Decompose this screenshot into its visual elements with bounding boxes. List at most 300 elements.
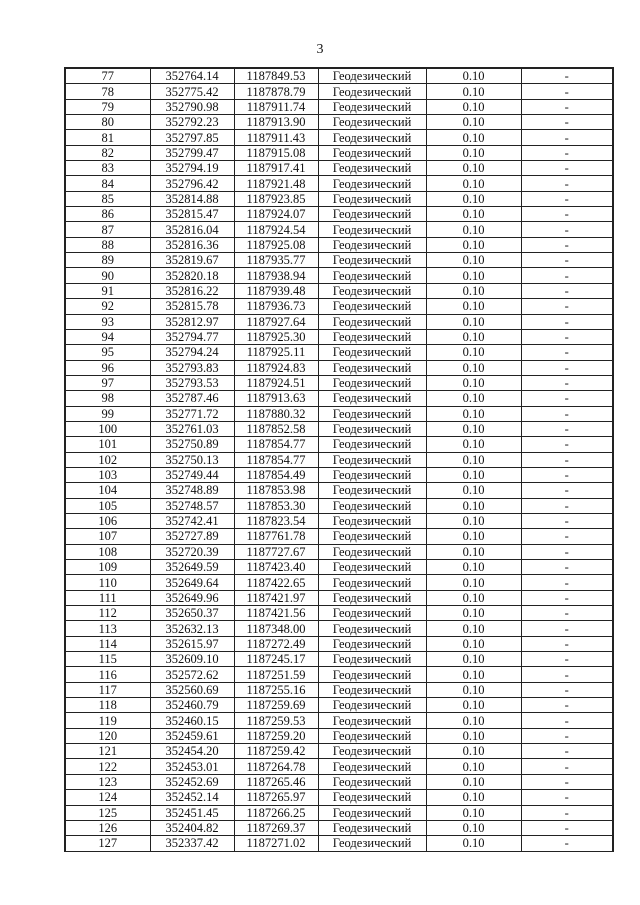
accuracy-cell: 0.10 [426, 145, 521, 160]
x-coordinate-cell: 352460.15 [150, 713, 234, 728]
x-coordinate-cell: 352451.45 [150, 805, 234, 820]
table-row [65, 391, 613, 406]
table-row [65, 728, 613, 743]
x-coordinate-cell: 352775.42 [150, 84, 234, 99]
x-coordinate-cell: 352799.47 [150, 145, 234, 160]
accuracy-cell: 0.10 [426, 253, 521, 268]
method-cell: Геодезический [318, 621, 426, 636]
point-number-cell: 97 [65, 375, 150, 390]
y-coordinate-cell: 1187259.20 [234, 728, 318, 743]
point-number-cell: 108 [65, 544, 150, 559]
description-cell: - [521, 68, 613, 84]
accuracy-cell: 0.10 [426, 698, 521, 713]
table-row [65, 176, 613, 191]
description-cell: - [521, 467, 613, 482]
method-cell: Геодезический [318, 207, 426, 222]
y-coordinate-cell: 1187849.53 [234, 68, 318, 84]
accuracy-cell: 0.10 [426, 268, 521, 283]
accuracy-cell: 0.10 [426, 68, 521, 84]
y-coordinate-cell: 1187852.58 [234, 421, 318, 436]
method-cell: Геодезический [318, 728, 426, 743]
description-cell: - [521, 191, 613, 206]
method-cell: Геодезический [318, 222, 426, 237]
table-row [65, 452, 613, 467]
y-coordinate-cell: 1187266.25 [234, 805, 318, 820]
table-row [65, 68, 613, 84]
description-cell: - [521, 805, 613, 820]
table-row [65, 667, 613, 682]
table-row [65, 268, 613, 283]
x-coordinate-cell: 352816.04 [150, 222, 234, 237]
point-number-cell: 81 [65, 130, 150, 145]
description-cell: - [521, 452, 613, 467]
y-coordinate-cell: 1187271.02 [234, 836, 318, 851]
description-cell: - [521, 667, 613, 682]
method-cell: Геодезический [318, 805, 426, 820]
accuracy-cell: 0.10 [426, 283, 521, 298]
method-cell: Геодезический [318, 667, 426, 682]
description-cell: - [521, 99, 613, 114]
accuracy-cell: 0.10 [426, 191, 521, 206]
accuracy-cell: 0.10 [426, 161, 521, 176]
method-cell: Геодезический [318, 391, 426, 406]
table-row [65, 590, 613, 605]
point-number-cell: 85 [65, 191, 150, 206]
x-coordinate-cell: 352750.13 [150, 452, 234, 467]
point-number-cell: 119 [65, 713, 150, 728]
table-row [65, 560, 613, 575]
coordinates-table-body [65, 68, 613, 851]
y-coordinate-cell: 1187269.37 [234, 820, 318, 835]
table-row [65, 790, 613, 805]
x-coordinate-cell: 352750.89 [150, 437, 234, 452]
description-cell: - [521, 207, 613, 222]
method-cell: Геодезический [318, 437, 426, 452]
y-coordinate-cell: 1187925.08 [234, 237, 318, 252]
description-cell: - [521, 115, 613, 130]
x-coordinate-cell: 352454.20 [150, 744, 234, 759]
table-row [65, 820, 613, 835]
x-coordinate-cell: 352814.88 [150, 191, 234, 206]
point-number-cell: 109 [65, 560, 150, 575]
point-number-cell: 122 [65, 759, 150, 774]
accuracy-cell: 0.10 [426, 391, 521, 406]
method-cell: Геодезический [318, 606, 426, 621]
y-coordinate-cell: 1187915.08 [234, 145, 318, 160]
accuracy-cell: 0.10 [426, 590, 521, 605]
description-cell: - [521, 498, 613, 513]
y-coordinate-cell: 1187925.30 [234, 329, 318, 344]
x-coordinate-cell: 352572.62 [150, 667, 234, 682]
accuracy-cell: 0.10 [426, 314, 521, 329]
accuracy-cell: 0.10 [426, 375, 521, 390]
y-coordinate-cell: 1187878.79 [234, 84, 318, 99]
method-cell: Геодезический [318, 698, 426, 713]
table-row [65, 636, 613, 651]
y-coordinate-cell: 1187422.65 [234, 575, 318, 590]
table-row [65, 191, 613, 206]
y-coordinate-cell: 1187853.30 [234, 498, 318, 513]
accuracy-cell: 0.10 [426, 790, 521, 805]
y-coordinate-cell: 1187421.56 [234, 606, 318, 621]
method-cell: Геодезический [318, 99, 426, 114]
y-coordinate-cell: 1187259.69 [234, 698, 318, 713]
x-coordinate-cell: 352787.46 [150, 391, 234, 406]
accuracy-cell: 0.10 [426, 820, 521, 835]
accuracy-cell: 0.10 [426, 636, 521, 651]
method-cell: Геодезический [318, 283, 426, 298]
point-number-cell: 104 [65, 483, 150, 498]
method-cell: Геодезический [318, 329, 426, 344]
table-row [65, 222, 613, 237]
description-cell: - [521, 391, 613, 406]
description-cell: - [521, 222, 613, 237]
method-cell: Геодезический [318, 529, 426, 544]
table-row [65, 498, 613, 513]
description-cell: - [521, 836, 613, 851]
y-coordinate-cell: 1187423.40 [234, 560, 318, 575]
accuracy-cell: 0.10 [426, 575, 521, 590]
method-cell: Геодезический [318, 560, 426, 575]
x-coordinate-cell: 352748.57 [150, 498, 234, 513]
table-row [65, 483, 613, 498]
description-cell: - [521, 682, 613, 697]
y-coordinate-cell: 1187265.46 [234, 774, 318, 789]
y-coordinate-cell: 1187911.43 [234, 130, 318, 145]
table-row [65, 99, 613, 114]
x-coordinate-cell: 352790.98 [150, 99, 234, 114]
description-cell: - [521, 790, 613, 805]
method-cell: Геодезический [318, 176, 426, 191]
x-coordinate-cell: 352812.97 [150, 314, 234, 329]
point-number-cell: 105 [65, 498, 150, 513]
y-coordinate-cell: 1187913.90 [234, 115, 318, 130]
point-number-cell: 93 [65, 314, 150, 329]
point-number-cell: 99 [65, 406, 150, 421]
point-number-cell: 112 [65, 606, 150, 621]
x-coordinate-cell: 352816.22 [150, 283, 234, 298]
accuracy-cell: 0.10 [426, 682, 521, 697]
table-row [65, 421, 613, 436]
x-coordinate-cell: 352792.23 [150, 115, 234, 130]
table-row [65, 836, 613, 851]
accuracy-cell: 0.10 [426, 237, 521, 252]
method-cell: Геодезический [318, 544, 426, 559]
method-cell: Геодезический [318, 652, 426, 667]
accuracy-cell: 0.10 [426, 498, 521, 513]
description-cell: - [521, 560, 613, 575]
description-cell: - [521, 345, 613, 360]
y-coordinate-cell: 1187927.64 [234, 314, 318, 329]
method-cell: Геодезический [318, 820, 426, 835]
table-row [65, 145, 613, 160]
description-cell: - [521, 314, 613, 329]
point-number-cell: 120 [65, 728, 150, 743]
accuracy-cell: 0.10 [426, 774, 521, 789]
accuracy-cell: 0.10 [426, 652, 521, 667]
accuracy-cell: 0.10 [426, 836, 521, 851]
accuracy-cell: 0.10 [426, 130, 521, 145]
point-number-cell: 79 [65, 99, 150, 114]
method-cell: Геодезический [318, 161, 426, 176]
description-cell: - [521, 544, 613, 559]
accuracy-cell: 0.10 [426, 560, 521, 575]
x-coordinate-cell: 352797.85 [150, 130, 234, 145]
method-cell: Геодезический [318, 130, 426, 145]
accuracy-cell: 0.10 [426, 84, 521, 99]
method-cell: Геодезический [318, 590, 426, 605]
description-cell: - [521, 161, 613, 176]
y-coordinate-cell: 1187880.32 [234, 406, 318, 421]
y-coordinate-cell: 1187924.83 [234, 360, 318, 375]
table-row [65, 698, 613, 713]
point-number-cell: 127 [65, 836, 150, 851]
table-row [65, 713, 613, 728]
description-cell: - [521, 329, 613, 344]
point-number-cell: 116 [65, 667, 150, 682]
method-cell: Геодезический [318, 191, 426, 206]
x-coordinate-cell: 352794.24 [150, 345, 234, 360]
description-cell: - [521, 774, 613, 789]
table-row [65, 207, 613, 222]
description-cell: - [521, 283, 613, 298]
y-coordinate-cell: 1187823.54 [234, 513, 318, 528]
x-coordinate-cell: 352761.03 [150, 421, 234, 436]
table-row [65, 253, 613, 268]
method-cell: Геодезический [318, 744, 426, 759]
method-cell: Геодезический [318, 682, 426, 697]
table-row [65, 84, 613, 99]
description-cell: - [521, 421, 613, 436]
table-row [65, 329, 613, 344]
point-number-cell: 100 [65, 421, 150, 436]
table-row [65, 375, 613, 390]
x-coordinate-cell: 352650.37 [150, 606, 234, 621]
accuracy-cell: 0.10 [426, 621, 521, 636]
x-coordinate-cell: 352727.89 [150, 529, 234, 544]
x-coordinate-cell: 352742.41 [150, 513, 234, 528]
accuracy-cell: 0.10 [426, 483, 521, 498]
accuracy-cell: 0.10 [426, 759, 521, 774]
x-coordinate-cell: 352816.36 [150, 237, 234, 252]
accuracy-cell: 0.10 [426, 452, 521, 467]
x-coordinate-cell: 352793.53 [150, 375, 234, 390]
table-row [65, 682, 613, 697]
y-coordinate-cell: 1187924.07 [234, 207, 318, 222]
point-number-cell: 106 [65, 513, 150, 528]
method-cell: Геодезический [318, 253, 426, 268]
x-coordinate-cell: 352615.97 [150, 636, 234, 651]
description-cell: - [521, 513, 613, 528]
point-number-cell: 89 [65, 253, 150, 268]
x-coordinate-cell: 352748.89 [150, 483, 234, 498]
accuracy-cell: 0.10 [426, 544, 521, 559]
x-coordinate-cell: 352452.14 [150, 790, 234, 805]
y-coordinate-cell: 1187853.98 [234, 483, 318, 498]
method-cell: Геодезический [318, 299, 426, 314]
description-cell: - [521, 130, 613, 145]
point-number-cell: 126 [65, 820, 150, 835]
y-coordinate-cell: 1187936.73 [234, 299, 318, 314]
y-coordinate-cell: 1187251.59 [234, 667, 318, 682]
method-cell: Геодезический [318, 145, 426, 160]
method-cell: Геодезический [318, 68, 426, 84]
x-coordinate-cell: 352764.14 [150, 68, 234, 84]
description-cell: - [521, 820, 613, 835]
y-coordinate-cell: 1187923.85 [234, 191, 318, 206]
accuracy-cell: 0.10 [426, 329, 521, 344]
method-cell: Геодезический [318, 84, 426, 99]
table-row [65, 652, 613, 667]
point-number-cell: 123 [65, 774, 150, 789]
description-cell: - [521, 652, 613, 667]
y-coordinate-cell: 1187938.94 [234, 268, 318, 283]
method-cell: Геодезический [318, 836, 426, 851]
x-coordinate-cell: 352337.42 [150, 836, 234, 851]
y-coordinate-cell: 1187761.78 [234, 529, 318, 544]
point-number-cell: 117 [65, 682, 150, 697]
x-coordinate-cell: 352815.78 [150, 299, 234, 314]
accuracy-cell: 0.10 [426, 805, 521, 820]
x-coordinate-cell: 352649.64 [150, 575, 234, 590]
method-cell: Геодезический [318, 237, 426, 252]
point-number-cell: 111 [65, 590, 150, 605]
accuracy-cell: 0.10 [426, 606, 521, 621]
x-coordinate-cell: 352453.01 [150, 759, 234, 774]
method-cell: Геодезический [318, 268, 426, 283]
accuracy-cell: 0.10 [426, 99, 521, 114]
point-number-cell: 110 [65, 575, 150, 590]
accuracy-cell: 0.10 [426, 360, 521, 375]
coordinates-table [64, 67, 614, 852]
x-coordinate-cell: 352796.42 [150, 176, 234, 191]
y-coordinate-cell: 1187911.74 [234, 99, 318, 114]
point-number-cell: 101 [65, 437, 150, 452]
x-coordinate-cell: 352404.82 [150, 820, 234, 835]
y-coordinate-cell: 1187265.97 [234, 790, 318, 805]
accuracy-cell: 0.10 [426, 115, 521, 130]
description-cell: - [521, 698, 613, 713]
point-number-cell: 118 [65, 698, 150, 713]
method-cell: Геодезический [318, 360, 426, 375]
y-coordinate-cell: 1187259.42 [234, 744, 318, 759]
table-row [65, 544, 613, 559]
accuracy-cell: 0.10 [426, 176, 521, 191]
point-number-cell: 91 [65, 283, 150, 298]
accuracy-cell: 0.10 [426, 299, 521, 314]
x-coordinate-cell: 352771.72 [150, 406, 234, 421]
description-cell: - [521, 375, 613, 390]
table-row [65, 283, 613, 298]
description-cell: - [521, 621, 613, 636]
point-number-cell: 88 [65, 237, 150, 252]
description-cell: - [521, 253, 613, 268]
method-cell: Геодезический [318, 483, 426, 498]
description-cell: - [521, 237, 613, 252]
table-row [65, 299, 613, 314]
point-number-cell: 121 [65, 744, 150, 759]
table-row [65, 161, 613, 176]
page-number: 3 [316, 42, 324, 57]
method-cell: Геодезический [318, 513, 426, 528]
method-cell: Геодезический [318, 636, 426, 651]
x-coordinate-cell: 352793.83 [150, 360, 234, 375]
method-cell: Геодезический [318, 375, 426, 390]
accuracy-cell: 0.10 [426, 529, 521, 544]
y-coordinate-cell: 1187921.48 [234, 176, 318, 191]
x-coordinate-cell: 352459.61 [150, 728, 234, 743]
table-row [65, 345, 613, 360]
point-number-cell: 125 [65, 805, 150, 820]
x-coordinate-cell: 352819.67 [150, 253, 234, 268]
x-coordinate-cell: 352794.77 [150, 329, 234, 344]
description-cell: - [521, 483, 613, 498]
method-cell: Геодезический [318, 421, 426, 436]
point-number-cell: 103 [65, 467, 150, 482]
accuracy-cell: 0.10 [426, 437, 521, 452]
point-number-cell: 115 [65, 652, 150, 667]
point-number-cell: 94 [65, 329, 150, 344]
table-row [65, 575, 613, 590]
x-coordinate-cell: 352749.44 [150, 467, 234, 482]
accuracy-cell: 0.10 [426, 667, 521, 682]
point-number-cell: 114 [65, 636, 150, 651]
point-number-cell: 92 [65, 299, 150, 314]
y-coordinate-cell: 1187727.67 [234, 544, 318, 559]
accuracy-cell: 0.10 [426, 421, 521, 436]
point-number-cell: 124 [65, 790, 150, 805]
accuracy-cell: 0.10 [426, 513, 521, 528]
table-row [65, 805, 613, 820]
table-row [65, 360, 613, 375]
x-coordinate-cell: 352820.18 [150, 268, 234, 283]
table-row [65, 130, 613, 145]
method-cell: Геодезический [318, 790, 426, 805]
point-number-cell: 87 [65, 222, 150, 237]
method-cell: Геодезический [318, 314, 426, 329]
point-number-cell: 102 [65, 452, 150, 467]
y-coordinate-cell: 1187935.77 [234, 253, 318, 268]
point-number-cell: 86 [65, 207, 150, 222]
y-coordinate-cell: 1187272.49 [234, 636, 318, 651]
y-coordinate-cell: 1187924.51 [234, 375, 318, 390]
description-cell: - [521, 759, 613, 774]
x-coordinate-cell: 352649.96 [150, 590, 234, 605]
point-number-cell: 77 [65, 68, 150, 84]
point-number-cell: 107 [65, 529, 150, 544]
accuracy-cell: 0.10 [426, 728, 521, 743]
accuracy-cell: 0.10 [426, 222, 521, 237]
y-coordinate-cell: 1187917.41 [234, 161, 318, 176]
y-coordinate-cell: 1187421.97 [234, 590, 318, 605]
method-cell: Геодезический [318, 713, 426, 728]
x-coordinate-cell: 352794.19 [150, 161, 234, 176]
point-number-cell: 98 [65, 391, 150, 406]
point-number-cell: 83 [65, 161, 150, 176]
description-cell: - [521, 406, 613, 421]
accuracy-cell: 0.10 [426, 406, 521, 421]
table-row [65, 467, 613, 482]
point-number-cell: 95 [65, 345, 150, 360]
y-coordinate-cell: 1187854.49 [234, 467, 318, 482]
description-cell: - [521, 84, 613, 99]
point-number-cell: 80 [65, 115, 150, 130]
description-cell: - [521, 606, 613, 621]
table-row [65, 774, 613, 789]
method-cell: Геодезический [318, 498, 426, 513]
table-row [65, 406, 613, 421]
table-row [65, 437, 613, 452]
